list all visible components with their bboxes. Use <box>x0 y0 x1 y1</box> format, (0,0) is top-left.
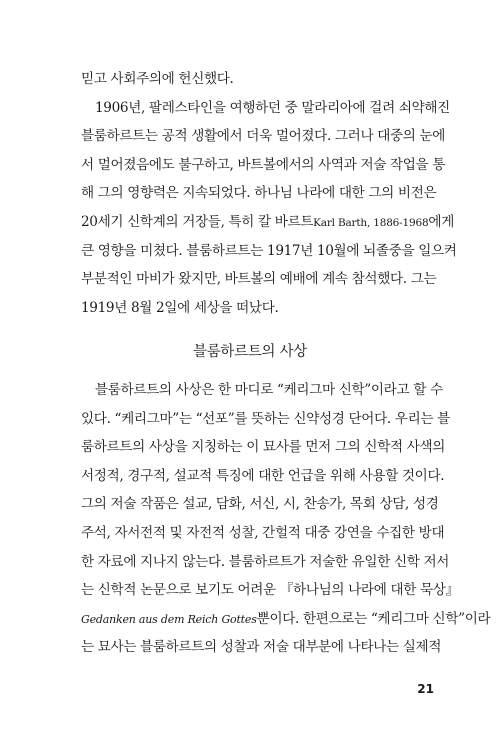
text-line: 믿고 사회주의에 헌신했다. <box>81 71 234 87</box>
text-line: 1919년 8월 2일에 세상을 떠났다. <box>81 299 279 316</box>
text-line: 블룸하르트는 공적 생활에서 더욱 멀어졌다. 그러나 대중의 눈에 <box>81 128 446 145</box>
text-segment: 에게 <box>428 213 454 230</box>
text-line: 한 자료에 지나지 않는다. 블룸하르트가 저술한 유일한 신학 저서 <box>81 553 450 570</box>
text-line: 큰 영향을 미쳤다. 블룸하르트는 1917년 10월에 뇌졸중을 일으켜 <box>81 242 457 259</box>
text-line <box>81 605 491 634</box>
paragraph-biography <box>81 65 457 322</box>
text-line: 룸하르트의 사상을 지칭하는 이 묘사를 먼저 그의 신학적 사색의 <box>81 439 446 456</box>
text-segment: 뿐이다. 한편으로는 “케리그마 신학”이라 <box>256 610 491 627</box>
text-line: 부분적인 마비가 왔지만, 바트볼의 예배에 계속 참석했다. 그는 <box>81 271 437 288</box>
page-number: 21 <box>417 682 434 696</box>
text-line: 있다. “케리그마”는 “선포”를 뜻하는 신약성경 단어다. 우리는 블 <box>81 410 450 427</box>
text-line: 해 그의 영향력은 지속되었다. 하나님 나라에 대한 그의 비전은 <box>81 185 437 202</box>
text-line: 는 신학적 논문으로 보기도 어려운 『하나님의 나라에 대한 묵상』 <box>81 582 459 599</box>
text-line: 1906년, 팔레스타인을 여행하던 중 말라리아에 걸려 쇠약해진 <box>95 99 450 116</box>
text-line: 블룸하르트의 사상은 한 마디로 “케리그마 신학”이라고 할 수 <box>95 382 443 398</box>
text-line: 그의 저술 작품은 설교, 담화, 서신, 시, 찬송가, 목회 상담, 성경 <box>81 496 439 513</box>
text-line: 는 묘사는 블룸하르트의 성찰과 저술 대부분에 나타나는 실제적 <box>81 639 442 656</box>
book-title-german: Gedanken aus dem Reich Gottes <box>81 612 257 626</box>
text-line: 서 멀어졌음에도 불구하고, 바트볼에서의 사역과 저술 작업을 통 <box>81 156 446 173</box>
section-heading: 블룸하르트의 사상 <box>193 344 307 360</box>
text-segment: 20세기 신학계의 거장들, 특히 칼 바르트 <box>81 213 314 230</box>
text-line: 주석, 자서전적 및 자전적 성찰, 간헐적 대중 강연을 수집한 방대 <box>81 524 445 541</box>
paragraph-thought <box>81 376 491 662</box>
text-line <box>81 208 454 237</box>
annotation-barth: Karl Barth, 1886-1968 <box>313 216 429 229</box>
text-line: 서정적, 경구적, 설교적 특징에 대한 언급을 위해 사용할 것이다. <box>81 467 445 484</box>
